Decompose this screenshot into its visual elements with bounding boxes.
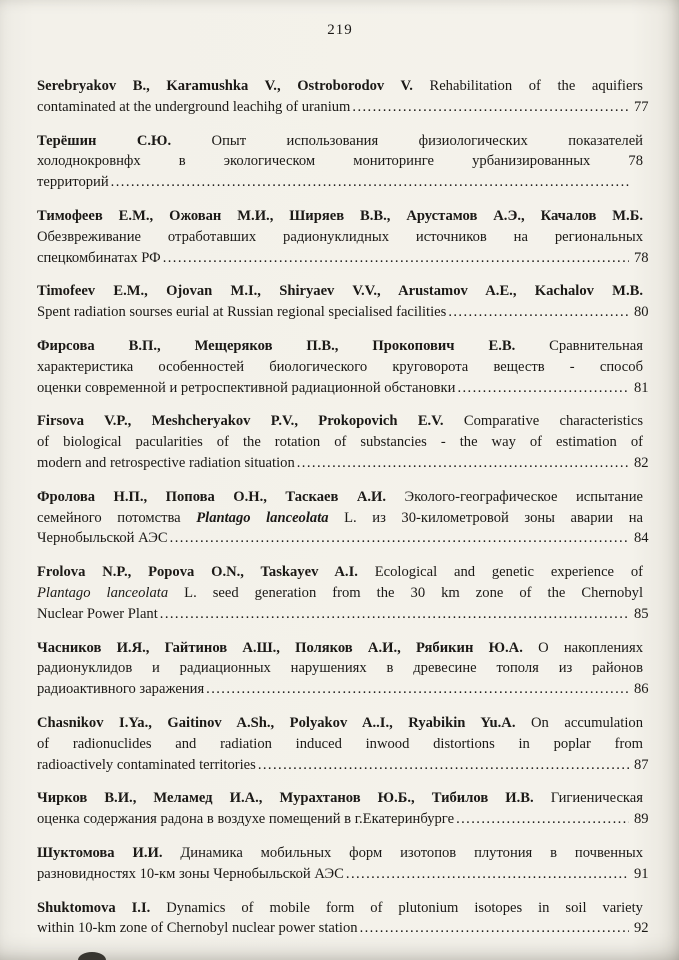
entry-line xyxy=(37,713,643,734)
toc-entries xyxy=(37,76,649,939)
entry-line xyxy=(37,658,643,679)
text-segment: Firsova V.P., Meshcheryakov P.V., Prokopovich E.V. xyxy=(37,413,444,430)
text-segment: разновидностях 10-км зоны Чернобыльской АЭС xyxy=(37,865,344,882)
text-segment: О накоплениях xyxy=(522,639,643,656)
toc-entry xyxy=(37,788,649,830)
toc-entry xyxy=(37,336,649,398)
text-segment: L. seed generation from the 30 km zone of the Chernobyl xyxy=(168,584,643,601)
entry-line xyxy=(37,864,649,885)
entry-line xyxy=(37,755,649,776)
text-segment: modern and retrospective radiation situation xyxy=(37,454,295,471)
text-segment: оценка содержания радона в воздухе помещений в г.Екатеринбурге xyxy=(37,811,455,828)
text-segment: спецкомбинатах РФ xyxy=(37,249,161,266)
text-segment: Гигиеническая xyxy=(533,790,643,807)
toc-entry xyxy=(37,487,649,549)
entry-page-number: 92 xyxy=(634,920,649,937)
text-segment: Shuktomova I.I. xyxy=(37,899,151,916)
toc-entry xyxy=(37,206,649,268)
text-segment: On accumulation xyxy=(515,714,643,731)
text-segment: Plantago lanceolata xyxy=(196,509,329,526)
text-segment: Ecological and genetic experience of xyxy=(357,564,644,581)
toc-entry xyxy=(37,843,649,885)
text-segment: Чернобыльской АЭС xyxy=(37,530,168,547)
entry-line xyxy=(37,562,643,583)
entry-line xyxy=(37,76,643,97)
text-segment: Тимофеев Е.М., Ожован М.И., Ширяев В.В., Арустамов А.Э., Качалов М.Б. xyxy=(37,207,643,224)
text-segment: Rehabilitation of the aquifiers xyxy=(412,78,643,94)
entry-line xyxy=(37,411,643,432)
entry-line xyxy=(37,248,649,269)
dot-leader xyxy=(297,453,629,474)
toc-entry xyxy=(37,638,649,700)
text-segment: L. из 30-километровой зоны аварии на xyxy=(328,509,643,526)
text-segment: Эколого-географическое испытание xyxy=(386,488,643,505)
entry-line-text xyxy=(37,97,350,118)
entry-page-number: 87 xyxy=(634,756,649,773)
entry-line-text xyxy=(37,755,256,776)
toc-entry xyxy=(37,562,649,624)
dot-leader xyxy=(206,679,629,700)
text-segment: Serebryakov B., Karamushka V., Ostroborodov V. xyxy=(37,78,413,94)
scan-artifact xyxy=(78,952,106,960)
toc-entry xyxy=(37,76,649,118)
text-segment: of radionuclides and radiation induced inwood distortions in poplar from xyxy=(37,735,643,752)
toc-entry xyxy=(37,713,649,775)
entry-line xyxy=(37,206,643,227)
entry-line-text xyxy=(37,248,161,269)
entry-page-number: 81 xyxy=(634,379,649,396)
text-segment: оценки современной и ретроспективной радиационной обстановки xyxy=(37,379,456,396)
entry-line xyxy=(37,302,649,323)
dot-leader xyxy=(456,809,629,830)
entry-line xyxy=(37,227,643,248)
text-segment: Фирсова В.П., Мещеряков П.В., Прокопович Е.В. xyxy=(37,337,516,354)
text-segment: Чирков В.И., Меламед И.А., Мурахтанов Ю.Б., Тибилов И.В. xyxy=(37,790,534,807)
entry-page-number: 82 xyxy=(634,454,649,471)
text-segment: Plantago lanceolata xyxy=(37,584,169,601)
dot-leader xyxy=(448,302,629,323)
entry-page-number: 91 xyxy=(634,865,649,882)
text-segment: Обезвреживание отработавших радионуклидных источников на региональных xyxy=(37,228,643,245)
page-number: 219 xyxy=(327,22,353,38)
text-segment: радиоактивного заражения xyxy=(37,681,205,698)
text-segment: Часников И.Я., Гайтинов А.Ш., Поляков А.И., Рябикин Ю.А. xyxy=(37,639,523,656)
entry-page-number: 85 xyxy=(634,605,649,622)
entry-line xyxy=(37,97,649,118)
entry-line xyxy=(37,508,643,529)
text-segment: Шуктомова И.И. xyxy=(37,844,163,861)
entry-line-text xyxy=(37,453,295,474)
dot-leader xyxy=(457,378,629,399)
text-segment: Фролова Н.П., Попова О.Н., Таскаев А.И. xyxy=(37,488,387,505)
text-segment: Динамика мобильных форм изотопов плутония в почвенных xyxy=(162,844,644,861)
dot-leader xyxy=(346,864,629,885)
entry-line xyxy=(37,378,649,399)
entry-line xyxy=(37,172,643,193)
toc-entry xyxy=(37,411,649,473)
entry-page-number: 84 xyxy=(634,530,649,547)
text-segment: of biological pacularities of the rotation of substancies - the way of estimation of xyxy=(37,434,643,451)
text-segment: характеристика особенностей биологического круговорота веществ - способ xyxy=(37,358,643,375)
text-segment: Опыт использования физиологических показателей xyxy=(171,132,643,149)
entry-line xyxy=(37,487,643,508)
entry-line-text xyxy=(37,172,109,193)
entry-line xyxy=(37,528,649,549)
dot-leader xyxy=(163,248,629,269)
entry-line xyxy=(37,281,643,302)
entry-line xyxy=(37,336,643,357)
text-segment: radioactively contaminated territories xyxy=(37,756,256,773)
entry-line xyxy=(37,432,643,453)
text-segment: Chasnikov I.Ya., Gaitinov A.Sh., Polyakov A..I., Ryabikin Yu.A. xyxy=(37,714,516,731)
entry-line-text xyxy=(37,679,204,700)
entry-line xyxy=(37,898,643,919)
entry-line xyxy=(37,843,643,864)
entry-line xyxy=(37,604,649,625)
text-segment: contaminated at the underground leachihg of uranium xyxy=(37,98,351,115)
text-segment: Spent radiation sourses eurial at Russian regional specialised facilities xyxy=(37,304,447,321)
entry-line-text xyxy=(37,809,454,830)
dot-leader xyxy=(352,97,629,118)
entry-line xyxy=(37,788,643,809)
entry-line-text xyxy=(37,864,344,885)
text-segment: Comparative characteristics xyxy=(443,413,643,430)
toc-entry xyxy=(37,281,649,323)
dot-leader xyxy=(160,604,629,625)
entry-line xyxy=(37,734,643,755)
text-segment: территорий xyxy=(37,174,109,191)
text-segment: within 10-km zone of Chernobyl nuclear power station xyxy=(37,920,358,937)
entry-page-number: 80 xyxy=(634,304,649,321)
entry-line xyxy=(37,453,649,474)
dot-leader xyxy=(111,172,629,193)
entry-line xyxy=(37,583,643,604)
text-segment: холоднокровнфх в экологическом мониторинге урбанизированных 78 xyxy=(37,153,643,170)
dot-leader xyxy=(360,918,629,939)
entry-line xyxy=(37,679,649,700)
text-segment: Сравнительная xyxy=(515,337,643,354)
entry-line-text xyxy=(37,604,158,625)
entry-page-number: 78 xyxy=(634,249,649,266)
dot-leader xyxy=(170,528,629,549)
entry-line-text xyxy=(37,528,168,549)
entry-line-text xyxy=(37,302,446,323)
entry-line-text xyxy=(37,918,358,939)
entry-page-number: 77 xyxy=(634,98,649,115)
text-segment: Frolova N.P., Popova O.N., Taskayev A.I. xyxy=(37,564,358,581)
entry-line xyxy=(37,918,649,939)
dot-leader xyxy=(258,755,629,776)
entry-line xyxy=(37,638,643,659)
text-segment: радионуклидов и радиационных нарушениях в древесине тополя из районов xyxy=(37,660,643,677)
text-segment: Timofeev E.M., Ojovan M.I., Shiryaev V.V., Arustamov A.E., Kachalov M.B. xyxy=(37,283,643,300)
entry-line xyxy=(37,131,643,152)
entry-page-number: 86 xyxy=(634,681,649,698)
toc-entry xyxy=(37,131,643,193)
text-segment: Nuclear Power Plant xyxy=(37,605,158,622)
entry-line-text xyxy=(37,378,455,399)
entry-line xyxy=(37,151,643,172)
entry-page-number: 89 xyxy=(634,811,649,828)
entry-line xyxy=(37,809,649,830)
toc-entry xyxy=(37,898,649,940)
text-segment: Терёшин С.Ю. xyxy=(37,132,172,149)
text-segment: семейного потомства xyxy=(37,509,197,526)
entry-line xyxy=(37,357,643,378)
text-segment: Dynamics of mobile form of plutonium isotopes in soil variety xyxy=(150,899,643,916)
